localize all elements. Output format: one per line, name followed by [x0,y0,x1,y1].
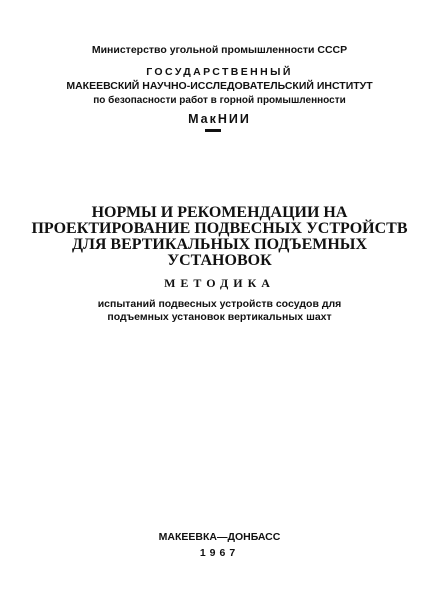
document-title-line-4: УСТАНОВОК [167,252,272,269]
document-title-line-3: ДЛЯ ВЕРТИКАЛЬНЫХ ПОДЪЕМНЫХ [71,236,368,253]
ministry-name: Министерство угольной промышленности СССР [91,44,348,56]
method-subtitle-line-2: подъемных установок вертикальных шахт [107,311,332,323]
document-title-line-1: НОРМЫ И РЕКОМЕНДАЦИИ НА [91,204,348,221]
publication-place: МАКЕЕВКА—ДОНБАСС [158,531,281,543]
publication-year: 1967 [199,547,240,559]
institute-name-line-2: МАКЕЕВСКИЙ НАУЧНО-ИССЛЕДОВАТЕЛЬСКИЙ ИНСТИТУТ [66,80,373,92]
method-subtitle-line-1: испытаний подвесных устройств сосудов для [97,298,342,310]
decorative-dash [205,129,221,132]
method-heading: МЕТОДИКА [164,276,275,290]
document-title-line-2: ПРОЕКТИРОВАНИЕ ПОДВЕСНЫХ УСТРОЙСТВ [31,220,408,237]
institute-name-line-3: по безопасности работ в горной промышленности [93,95,346,106]
institute-abbreviation: МакНИИ [188,112,251,126]
institute-name-line-1: ГОСУДАРСТВЕННЫЙ [146,66,293,78]
